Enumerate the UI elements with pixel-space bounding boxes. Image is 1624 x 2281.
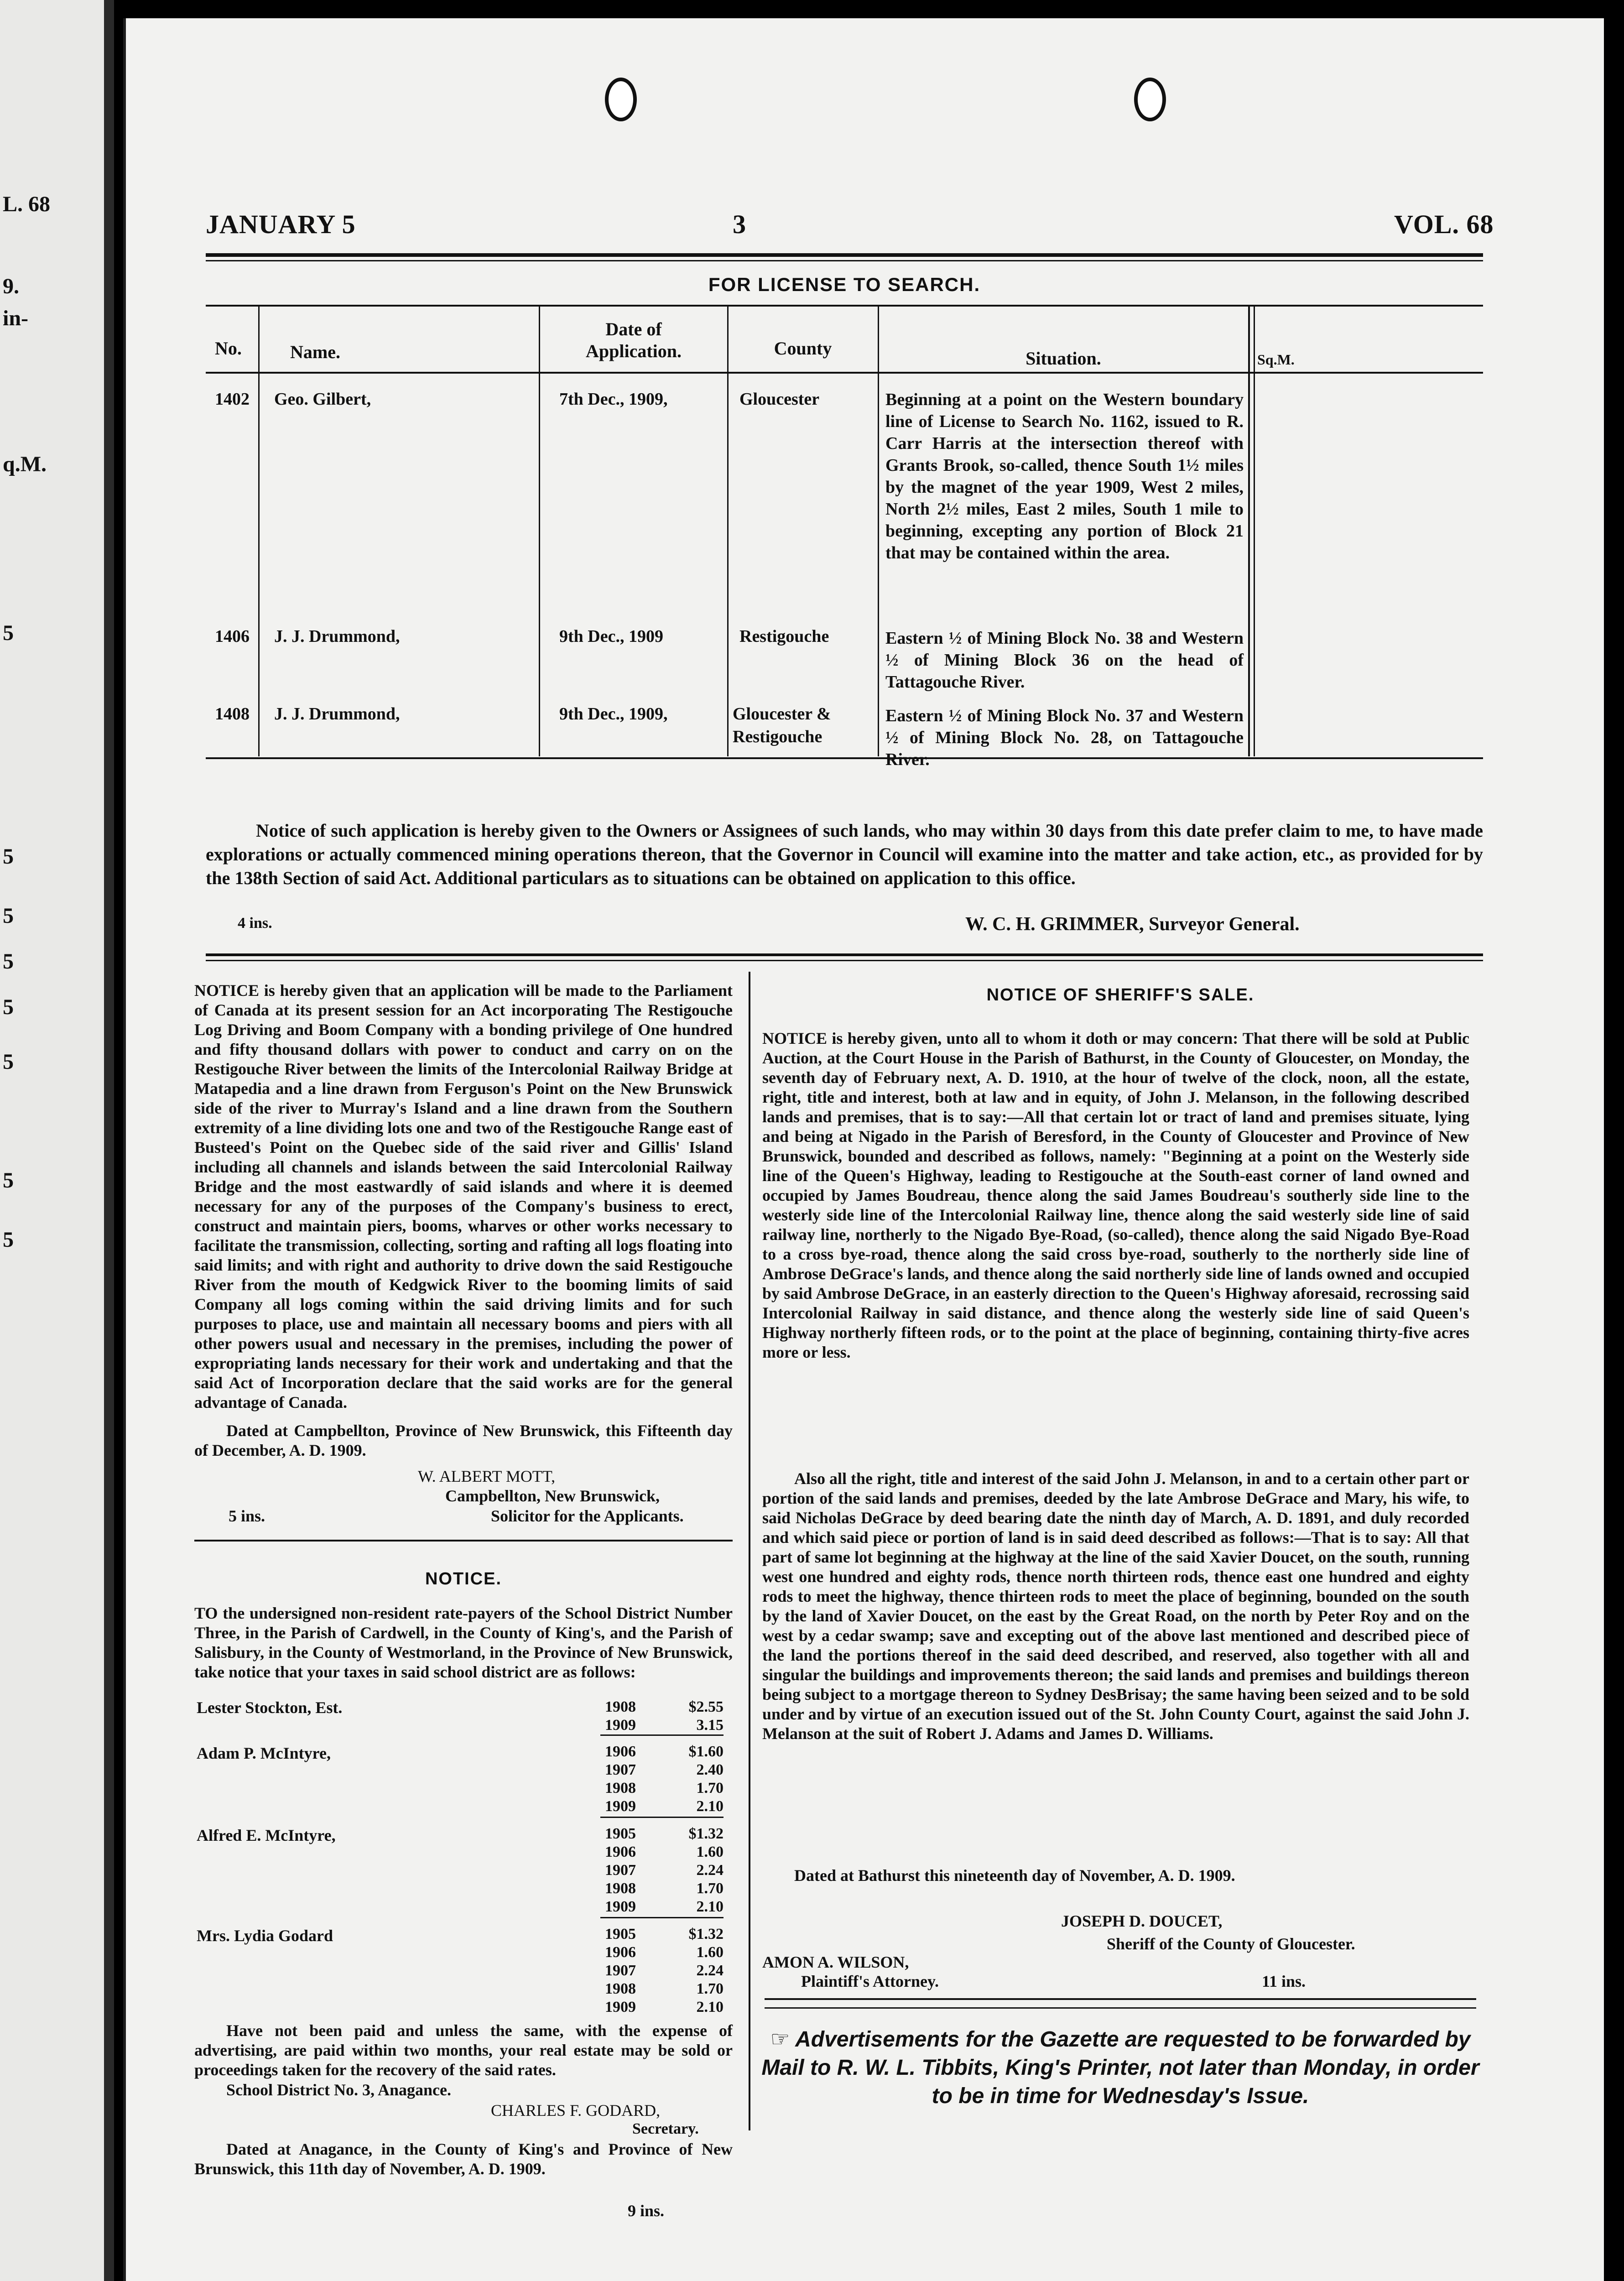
tax-year: 1905 [605,1926,636,1942]
header-rule [206,260,1483,261]
section-rule [206,960,1483,961]
table-cell-situation: Eastern ½ of Mining Block No. 38 and Western ½ of Mining Block 36 on the head of Tattagouche River. [885,629,1244,692]
tax-year: 1909 [605,1999,636,2015]
gazette-page [123,18,1604,2281]
header-volume: VOL. 68 [1394,209,1494,239]
insertion-count: 5 ins. [229,1507,265,1525]
binding-hole [1134,78,1166,121]
tax-amount: 1.60 [696,1844,724,1860]
prev-page-fragment: 9. [3,274,19,298]
tax-amount: 1.70 [696,1780,724,1797]
tax-amount: $2.55 [688,1698,724,1715]
column-divider [727,305,729,756]
tax-year: 1906 [605,1944,636,1961]
prev-page-fragment: 5 [3,844,14,869]
header-date: JANUARY 5 [206,209,356,239]
solicitor-role: Solicitor for the Applicants. [491,1507,684,1525]
tax-amount: 2.24 [696,1962,724,1979]
table-cell-date: 9th Dec., 1909 [559,627,663,646]
tax-year: 1907 [605,1962,636,1979]
insertion-count: 9 ins. [628,2202,665,2220]
tax-amount: 2.10 [696,1898,724,1915]
restigouche-notice-body: NOTICE is hereby given that an application will be made to the Parliament of Canada at its present session for an Act incorporating The Restigouche Log Driving and Boom Company with a bonding privilege of One hundred and fifty thousand dollars with power to conduct and carry on on the Restigouche River between the limits of the Intercolonial Railway Bridge at Matapedia and a line drawn from Ferguson's Point on the New Brunswick side of the river to Murray's Island and a line drawn from the Southern extremity of a line dividing lots one and two of the Restigouche Range east of Busteed's Point on the Quebec side of the said river and Gillis' Island including all channels and islands between the said Intercolonial Railway Bridge and the most eastwardly of said islands and where it is deemed necessary for any of the purposes of the Company's business to erect, construct and maintain piers, booms, wharves or other works necessary to facilitate the transmission, collecting, sorting and rafting all logs floating into said limits; and with right and authority to drive down the said Restigouche River from the mouth of Kedgwick River to the booming limits of said Company all logs coming within the said driving limits and for such purposes to place, use and maintain all necessary booms and piers with all other powers usual and necessary in the premises, including the power of expropriating lands necessary for their work and undertaking and that the said Act of Incorporation declare that the said works are for the general advantage of Canada. [194,981,733,1411]
insertion-count: 4 ins. [238,915,272,932]
license-title: FOR LICENSE TO SEARCH. [708,274,981,295]
solicitor-name: W. ALBERT MOTT, [418,1467,556,1485]
sheriff-notice-dated: Dated at Bathurst this nineteenth day of November, A. D. 1909. [794,1866,1235,1885]
rate-notice-intro: TO the undersigned non-resident rate-payers of the School District Number Three, in the Parish of Cardwell, in the County of King's, and the Parish of Salisbury, in the County of Westmorland, in the Province of New Brunswick, take notice that your taxes in said school district are as follows: [194,1604,733,1681]
tax-amount: 1.70 [696,1880,724,1897]
prev-page-fragment: q.M. [3,452,47,476]
previous-page-edge [0,0,114,2281]
col-header-sqm: Sq.M. [1257,351,1295,368]
tax-year: 1907 [605,1862,636,1879]
prev-page-fragment: 5 [3,1228,14,1252]
table-cell-date: 9th Dec., 1909, [559,704,668,724]
tax-year: 1906 [605,1743,636,1760]
tax-year: 1906 [605,1844,636,1860]
rate-notice-closing: Have not been paid and unless the same, with the expense of advertising, are paid within two months, your real estate may be sold or proceedings taken for the recovery of the said rates. [194,2021,733,2079]
table-cell-name: Geo. Gilbert, [274,390,371,409]
col-header-county: County [774,338,832,359]
tax-year: 1909 [605,1717,636,1734]
sheriff-notice-title: NOTICE OF SHERIFF'S SALE. [986,985,1254,1005]
tax-rule [600,1817,724,1818]
table-cell-situation: Beginning at a point on the Western boundary line of License to Search No. 1162, issued to R. Carr Harris at the intersection thereof with Grants Brook, so-called, thence South 1½ miles by the magnet of the year 1909, West 2 miles, North 2½ miles, East 2 miles, South 1 mile to beginning, excepting any portion of Block 21 that may be contained within the area. [885,390,1244,562]
column-divider [878,305,879,756]
advertising-banner: ☞ Advertisements for the Gazette are requested to be forwarded by Mail to R. W. L. Tibbits, King's Printer, not later than Monday, in order to be in time for Wednesday's Issue. [761,2027,1479,2108]
sheriff-notice-body: NOTICE is hereby given, unto all to whom it doth or may concern: That there will be sold at Public Auction, at the Court House in the Parish of Bathurst, in the County of Gloucester, on Monday, the seventh day of February next, A. D. 1910, at the hour of twelve of the clock, noon, all the estate, right, title and interest, both at law and in equity, of John J. Melanson, in the following described lands and premises, that is to say:—All that certain lot or tract of land and premises situate, lying and being at Nigado in the Parish of Beresford, in the County of Gloucester and Province of New Brunswick, bounded and described as follows, namely: "Beginning at a point on the Westerly side line of the Queen's Highway, leading to Restigouche at the South-east corner of land owned and occupied by James Boudreau, thence along the said James Boudreau's southerly side line to the westerly side line of the Intercolonial Railway line, thence along the said westerly side line of said railway line, northerly to the Nigado Bye-Road, (so-called), thence along the said Nigado Bye-Road to a cross bye-road, thence along the said cross bye-road, southerly to the northerly side line of Ambrose DeGrace's lands, and thence along the said northerly side line of lands owned and occupied by said Ambrose DeGrace, in an easterly direction to the Queen's Highway aforesaid, recrossing said Intercolonial Railway in said distance, and thence along the westerly side line of said Queen's Highway northerly fifteen rods, or to the point at the place of beginning, containing thirty-five acres more or less. [762,1029,1469,1361]
prev-page-fragment: L. 68 [3,192,51,216]
notice-separator [765,1998,1476,2000]
tax-amount: $1.32 [688,1825,724,1842]
tax-year: 1905 [605,1825,636,1842]
table-cell-date: 7th Dec., 1909, [559,390,668,409]
prev-page-fragment: 5 [3,904,14,928]
tax-amount: 1.60 [696,1944,724,1961]
tax-amount: 2.10 [696,1999,724,2015]
secretary-role: Secretary. [632,2120,699,2137]
sheriff-name: JOSEPH D. DOUCET, [1061,1912,1223,1930]
taxpayer-name: Adam P. McIntyre, [197,1744,331,1762]
tax-rule [600,1917,724,1918]
attorney-name: AMON A. WILSON, [762,1953,909,1971]
col-header-no: No. [215,338,242,359]
table-cell-no: 1408 [215,704,250,724]
tax-amount: 2.10 [696,1798,724,1815]
taxpayer-name: Alfred E. McIntyre, [197,1826,336,1844]
tax-amount: 3.15 [696,1717,724,1734]
tax-year: 1908 [605,1880,636,1897]
table-cell-county: Restigouche [739,627,829,646]
license-notice-paragraph: Notice of such application is hereby given to the Owners or Assignees of such lands, who may within 30 days from this date prefer claim to me, to have made explorations or actually commenced mining operations thereon, that the Governor in Council will examine into the matter and take action, etc., as provided for by the 138th Section of said Act. Additional particulars as to situations can be obtained on application to this office. [206,820,1483,888]
table-top-rule [206,305,1483,307]
tax-year: 1908 [605,1980,636,1997]
surveyor-signature: W. C. H. GRIMMER, Surveyor General. [965,914,1300,935]
restigouche-notice-dated: Dated at Campbellton, Province of New Brunswick, this Fifteenth day of December, A. D. 1909. [194,1422,733,1459]
rate-notice-dated: Dated at Anagance, in the County of King's and Province of New Brunswick, this 11th day of November, A. D. 1909. [194,2140,733,2178]
rate-notice-title: NOTICE. [425,1569,502,1588]
sheriff-notice-body: Also all the right, title and interest of the said John J. Melanson, in and to a certain other part or portion of the said lands and premises, deeded by the late Ambrose DeGrace and Mary, his wife, to said Nicholas DeGrace by deed bearing date the ninth day of March, A. D. 1891, and duly recorded and which said piece or portion of land is in said deed described as follows:—That is to say: All that part of same lot beginning at the highway at the line of the said Xavier Doucet, on the south, running west one hundred and eighty rods, thence north thirteen rods, thence east one hundred and eighty rods to meet the highway, thence thirteen rods to meet the place of beginning, bounded on the south by the land of Xavier Doucet, on the east by the Great Road, on the north by Peter Roy and on the west by a cedar swamp; save and excepting out of the above last mentioned and described piece of the land the portions thereof in the said deed described, and reserved, also together with all and singular the buildings and improvements thereon; the said lands and premises and buildings thereon being subject to a mortgage thereon to Sydney DesBrisay; the same having been seized and to be sold under and by virtue of an execution issued out of the St. John County Court, against the said John J. Melanson at the suit of Robert J. Adams and James D. Williams. [762,1469,1469,1743]
table-cell-county: Gloucester [739,390,820,409]
school-district: School District No. 3, Anagance. [226,2081,451,2099]
table-header-rule [206,372,1483,374]
tax-year: 1909 [605,1798,636,1815]
taxpayer-name: Lester Stockton, Est. [197,1698,343,1717]
column-divider [1254,305,1255,756]
tax-year: 1908 [605,1698,636,1715]
table-cell-county: Gloucester & Restigouche [733,704,831,746]
prev-page-fragment: in- [3,306,29,330]
tax-rule [600,1734,724,1736]
tax-year: 1908 [605,1780,636,1797]
insertion-count: 11 ins. [1262,1972,1306,1990]
table-cell-name: J. J. Drummond, [274,627,400,646]
column-divider [1248,305,1250,756]
header-rule [206,253,1483,257]
table-cell-no: 1402 [215,390,250,409]
column-rule [749,972,750,2130]
tax-amount: 1.70 [696,1980,724,1997]
tax-amount: 2.24 [696,1862,724,1879]
tax-year: 1907 [605,1761,636,1778]
table-cell-name: J. J. Drummond, [274,704,400,724]
column-divider [539,305,540,756]
table-cell-no: 1406 [215,627,250,646]
prev-page-fragment: 5 [3,995,14,1019]
prev-page-fragment: 5 [3,621,14,645]
binding-hole [605,78,637,121]
column-divider [258,305,260,756]
table-bottom-rule [206,757,1483,759]
notice-separator [765,2007,1476,2009]
section-rule [206,953,1483,956]
secretary-name: CHARLES F. GODARD, [491,2101,661,2120]
prev-page-fragment: 5 [3,949,14,974]
header-page-number: 3 [733,209,746,239]
table-cell-situation: Eastern ½ of Mining Block No. 37 and Western ½ of Mining Block No. 28, on Tattagouche River. [885,706,1244,769]
sheriff-role: Sheriff of the County of Gloucester. [1107,1935,1355,1953]
col-header-date: Date of [605,319,662,339]
page-gutter [104,0,114,2281]
taxpayer-name: Mrs. Lydia Godard [197,1927,333,1945]
solicitor-place: Campbellton, New Brunswick, [445,1487,660,1505]
tax-amount: $1.60 [688,1743,724,1760]
tax-year: 1909 [605,1898,636,1915]
tax-amount: 2.40 [696,1761,724,1778]
attorney-role: Plaintiff's Attorney. [801,1972,939,1990]
notice-separator [194,1540,733,1541]
prev-page-fragment: 5 [3,1168,14,1193]
prev-page-fragment: 5 [3,1050,14,1074]
col-header-situation: Situation. [1025,348,1101,369]
tax-amount: $1.32 [688,1926,724,1942]
col-header-name: Name. [290,342,340,362]
col-header-date: Application. [585,341,682,361]
